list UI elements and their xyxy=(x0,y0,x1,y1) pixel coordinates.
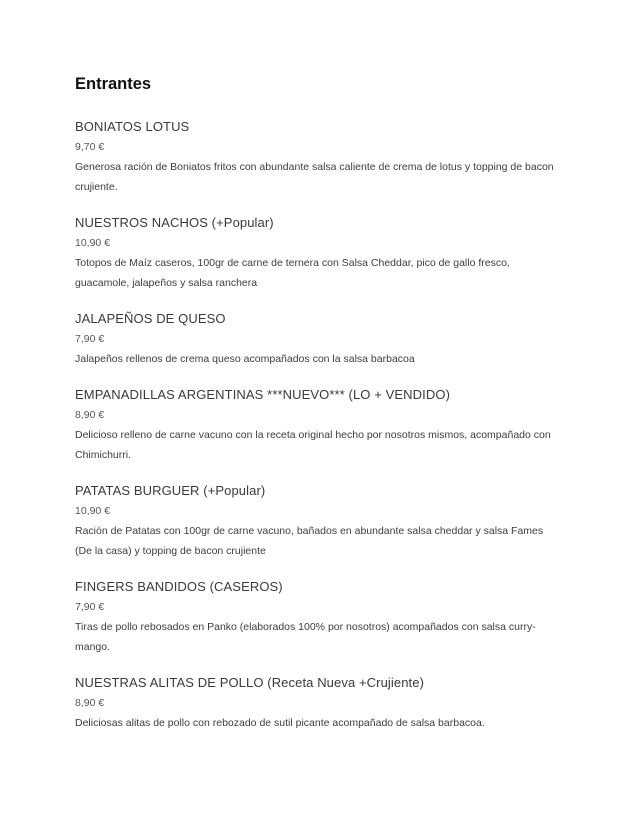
menu-item-price: 7,90 € xyxy=(75,601,105,613)
menu-item xyxy=(75,118,565,197)
menu-item-price: 9,70 € xyxy=(75,141,105,153)
menu-item-name: BONIATOS LOTUS xyxy=(75,119,190,134)
menu-item-description: Ración de Patatas con 100gr de carne vacuno, bañados en abundante salsa cheddar y salsa Fames (De la casa) y topping de bacon crujiente xyxy=(75,525,544,557)
menu-item xyxy=(75,482,565,561)
menu-item xyxy=(75,214,565,293)
menu-item-price: 10,90 € xyxy=(75,237,111,249)
menu-item xyxy=(75,578,565,657)
menu-item-name: NUESTROS NACHOS (+Popular) xyxy=(75,215,274,230)
section-title: Entrantes xyxy=(75,75,152,93)
menu-item xyxy=(75,674,565,733)
menu-item-price: 8,90 € xyxy=(75,409,105,421)
menu-item-description: Delicioso relleno de carne vacuno con la receta original hecho por nosotros mismos, acompañado con Chimichurri. xyxy=(75,429,551,461)
menu-item-description: Jalapeños rellenos de crema queso acompañados con la salsa barbacoa xyxy=(75,353,415,365)
menu-item-name: PATATAS BURGUER (+Popular) xyxy=(75,483,266,498)
menu-item-name: EMPANADILLAS ARGENTINAS ***NUEVO*** (LO + VENDIDO) xyxy=(75,387,450,402)
menu-item-description: Totopos de Maíz caseros, 100gr de carne de ternera con Salsa Cheddar, pico de gallo fresco, guacamole, jalapeños y salsa ranchera xyxy=(75,257,510,289)
menu-item-name: NUESTRAS ALITAS DE POLLO (Receta Nueva +Crujiente) xyxy=(75,675,425,690)
menu-item-name: FINGERS BANDIDOS (CASEROS) xyxy=(75,579,283,594)
menu-item-price: 7,90 € xyxy=(75,333,105,345)
menu-item-list xyxy=(75,118,565,733)
menu-item-description: Deliciosas alitas de pollo con rebozado de sutil picante acompañado de salsa barbacoa. xyxy=(75,717,485,729)
menu-item-description: Tiras de pollo rebosados en Panko (elaborados 100% por nosotros) acompañados con salsa curry-mango. xyxy=(75,621,536,653)
menu-item xyxy=(75,386,565,465)
menu-item-description: Generosa ración de Boniatos fritos con abundante salsa caliente de crema de lotus y topping de bacon crujiente. xyxy=(75,161,554,193)
menu-item xyxy=(75,310,565,369)
menu-item-price: 8,90 € xyxy=(75,697,105,709)
menu-item-price: 10,90 € xyxy=(75,505,111,517)
menu-item-name: JALAPEÑOS DE QUESO xyxy=(75,311,226,326)
